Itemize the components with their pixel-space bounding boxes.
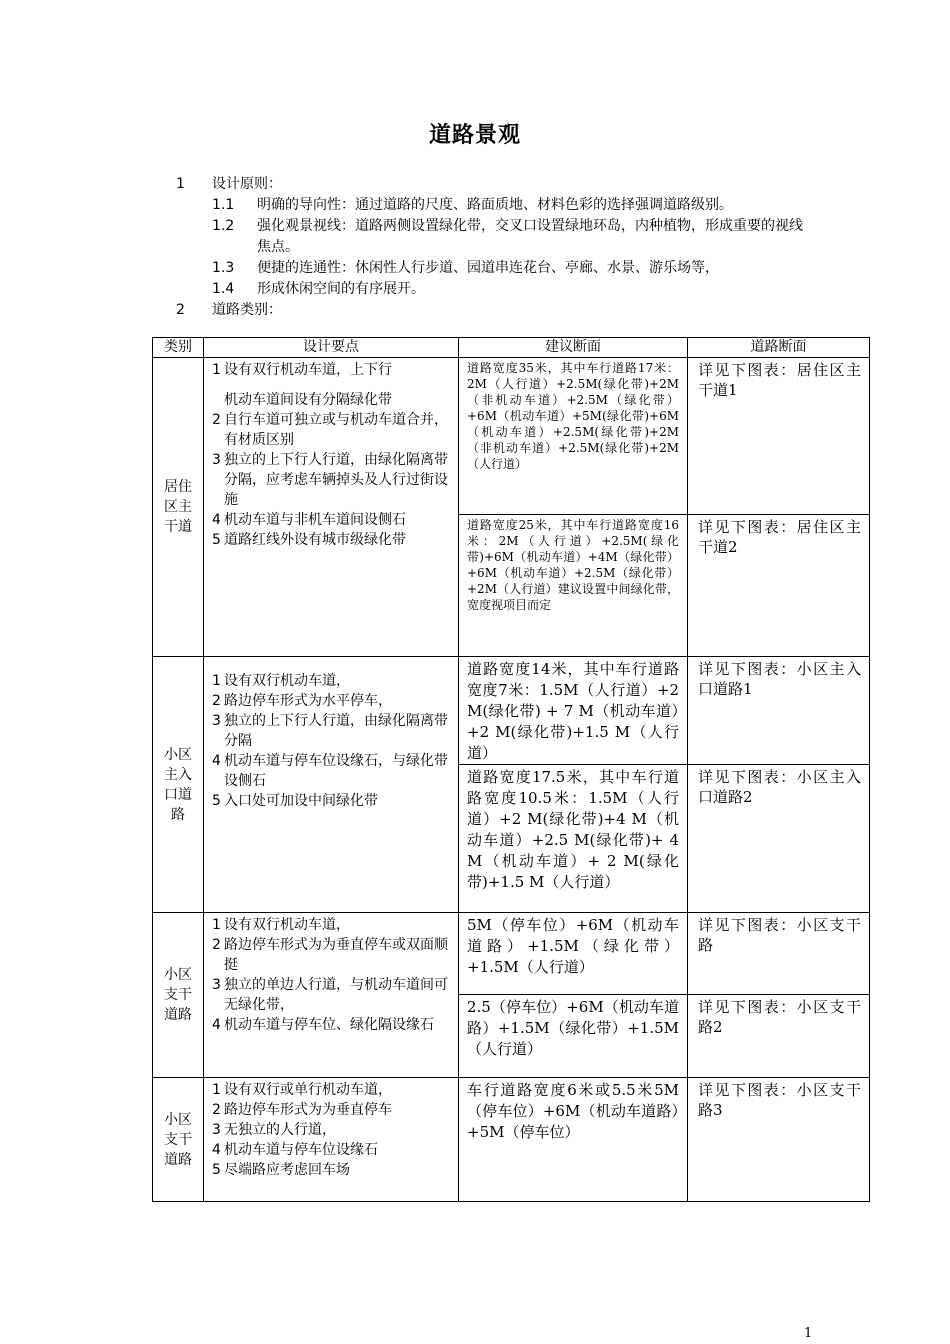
outline-text: 强化观景视线：道路两侧设置绿化带，交叉口设置绿地环岛，内种植物，形成重要的视线焦点。 [257,218,803,255]
outline-text: 设计原则： [212,176,282,192]
item-num: 2 [212,1102,221,1118]
suggested-section-cell: 道路宽度35米，其中车行道路17米：2M（人行道）+2.5M(绿化带)+2M（非机动车道）+2.5M（绿化带）+6M（机动车道）+5M(绿化带)+6M（机动车道）+2.5M(绿化带)+2M（非机动车道）+2.5M(绿化带)+2M（人行道） [459,358,688,515]
item-num: 4 [212,1017,221,1033]
list-item [212,1120,452,1140]
list-item [212,751,452,791]
requirements-cell [204,1078,459,1202]
item-num: 1 [212,917,221,933]
road-section-ref: 详见下图表：居住区主干道1 [688,358,870,515]
page-title: 道路景观 [428,122,521,148]
outline-text: 道路类别： [212,302,282,318]
list-item [212,1080,452,1100]
requirements-cell [204,913,459,1078]
outline-item [176,195,826,216]
item-num: 5 [212,1162,221,1178]
list-item [212,360,452,380]
item-text: 机动车道与非机车道间设侧石 [224,512,406,528]
item-text: 机动车道与停车位设缘石 [224,1142,378,1158]
outline [176,174,826,321]
table-row [153,913,870,995]
item-num: 1 [212,1082,221,1098]
list-item [212,935,452,975]
item-text: 独立的上下行人行道，由绿化隔离带分隔，应考虑车辆掉头及人行过街设施 [224,452,448,508]
requirements-cell [204,358,459,657]
category-cell: 小区主入口道路 [153,657,204,913]
item-text: 道路红线外设有城市级绿化带 [224,532,406,548]
outline-text: 形成休闲空间的有序展开。 [257,281,425,297]
header-requirements: 设计要点 [204,338,459,358]
header-road-section: 道路断面 [688,338,870,358]
item-text: 路边停车形式为水平停车， [224,692,392,709]
list-item [212,1015,452,1035]
item-num: 3 [212,712,221,729]
category-cell: 居住区主干道 [153,358,204,657]
item-num [212,390,224,410]
category-cell: 小区支干道路 [153,1078,204,1202]
road-section-ref: 详见下图表：居住区主干道2 [688,515,870,657]
outline-text: 明确的导向性：通过道路的尺度、路面质地、材料色彩的选择强调道路级别。 [257,197,733,213]
list-item [212,691,452,711]
table-row [153,657,870,765]
requirements-cell [204,657,459,913]
list-item [212,915,452,935]
outline-item [176,258,826,279]
outline-item [176,279,826,300]
outline-num: 1 [176,176,185,192]
item-num: 1 [212,672,221,689]
list-item [212,975,452,1015]
table-row [153,1078,870,1202]
road-section-ref: 详见下图表：小区支干路2 [688,995,870,1078]
list-item [212,390,452,410]
item-text: 机动车道与停车位设缘石，与绿化带设侧石 [224,752,448,789]
list-item [212,711,452,751]
item-text: 设有双行机动车道，上下行 [224,362,392,378]
list-item [212,410,452,450]
table-header-row [153,338,870,358]
road-section-ref: 详见下图表：小区主入口道路2 [688,765,870,913]
list-item [212,791,452,811]
item-text: 独立的上下行人行道，由绿化隔离带分隔 [224,712,448,749]
road-section-ref: 详见下图表：小区支干路3 [688,1078,870,1202]
suggested-section-cell: 道路宽度17.5米，其中车行道路宽度10.5米：1.5M（人行道）+2 M(绿化带)+4 M（机动车道）+2.5 M(绿化带)+ 4 M（机动车道）+ 2 M(绿化带)+1.5 M（人行道） [459,765,688,913]
item-num: 3 [212,977,221,993]
road-section-ref: 详见下图表：小区主入口道路1 [688,657,870,765]
road-category-table [152,337,870,1202]
outline-num: 1.3 [212,260,235,276]
item-num: 1 [212,362,221,378]
suggested-section-cell: 2.5（停车位）+6M（机动车道路）+1.5M（绿化带）+1.5M（人行道） [459,995,688,1078]
item-text: 独立的单边人行道，与机动车道间可无绿化带， [224,977,448,1013]
list-item [212,1140,452,1160]
item-text: 设有双行机动车道， [224,672,350,689]
list-item [212,1160,452,1180]
item-num: 2 [212,412,221,428]
outline-num: 2 [176,302,185,318]
item-text: 路边停车形式为为垂直停车 [224,1102,392,1118]
table-row [153,358,870,515]
item-num: 5 [212,792,221,809]
item-text: 机动车道间设有分隔绿化带 [224,392,392,408]
outline-num: 1.4 [212,281,235,297]
suggested-section-cell: 车行道路宽度6米或5.5米5M（停车位）+6M（机动车道路）+5M（停车位） [459,1078,688,1202]
item-text: 路边停车形式为为垂直停车或双面顺挺 [224,937,448,973]
item-num: 3 [212,1122,221,1138]
category-cell: 小区支干道路 [153,913,204,1078]
list-item [212,530,452,550]
item-text: 自行车道可独立或与机动车道合并，有材质区别 [224,412,448,448]
item-num: 4 [212,752,221,769]
suggested-section-cell: 5M（停车位）+6M（机动车道路）+1.5M（绿化带）+1.5M（人行道） [459,913,688,995]
list-item [212,671,452,691]
item-text: 尽端路应考虑回车场 [224,1162,350,1178]
item-num: 4 [212,512,221,528]
item-text: 无独立的人行道， [224,1122,336,1138]
outline-num: 1.2 [212,218,235,234]
outline-num: 1.1 [212,197,235,213]
list-item [212,450,452,510]
list-item [212,1100,452,1120]
outline-section-1 [176,174,826,195]
item-num: 2 [212,937,221,953]
item-text: 设有双行机动车道， [224,917,350,933]
page-number: 1 [804,1326,813,1341]
item-num: 2 [212,692,221,709]
header-category: 类别 [153,338,204,358]
header-suggested-section: 建议断面 [459,338,688,358]
item-num: 3 [212,452,221,468]
item-num: 4 [212,1142,221,1158]
list-item [212,510,452,530]
outline-text: 便捷的连通性：休闲性人行步道、园道串连花台、亭廊、水景、游乐场等， [257,260,719,276]
road-section-ref: 详见下图表：小区支干路 [688,913,870,995]
outline-item [176,216,826,258]
item-text: 机动车道与停车位、绿化隔设缘石 [224,1017,434,1033]
outline-section-2 [176,300,826,321]
item-text: 入口处可加设中间绿化带 [224,792,378,809]
item-num: 5 [212,532,221,548]
item-text: 设有双行或单行机动车道， [224,1082,392,1098]
suggested-section-cell: 道路宽度25米，其中车行道路宽度16米：2M（人行道）+2.5M(绿化带)+6M（机动车道）+4M（绿化带）+6M（机动车道）+2.5M（绿化带）+2M（人行道）建议设置中间绿化带，宽度视项目而定 [459,515,688,657]
suggested-section-cell: 道路宽度14米，其中车行道路宽度7米：1.5M（人行道）+2 M(绿化带) + 7 M（机动车道）+2 M(绿化带)+1.5 M（人行道） [459,657,688,765]
